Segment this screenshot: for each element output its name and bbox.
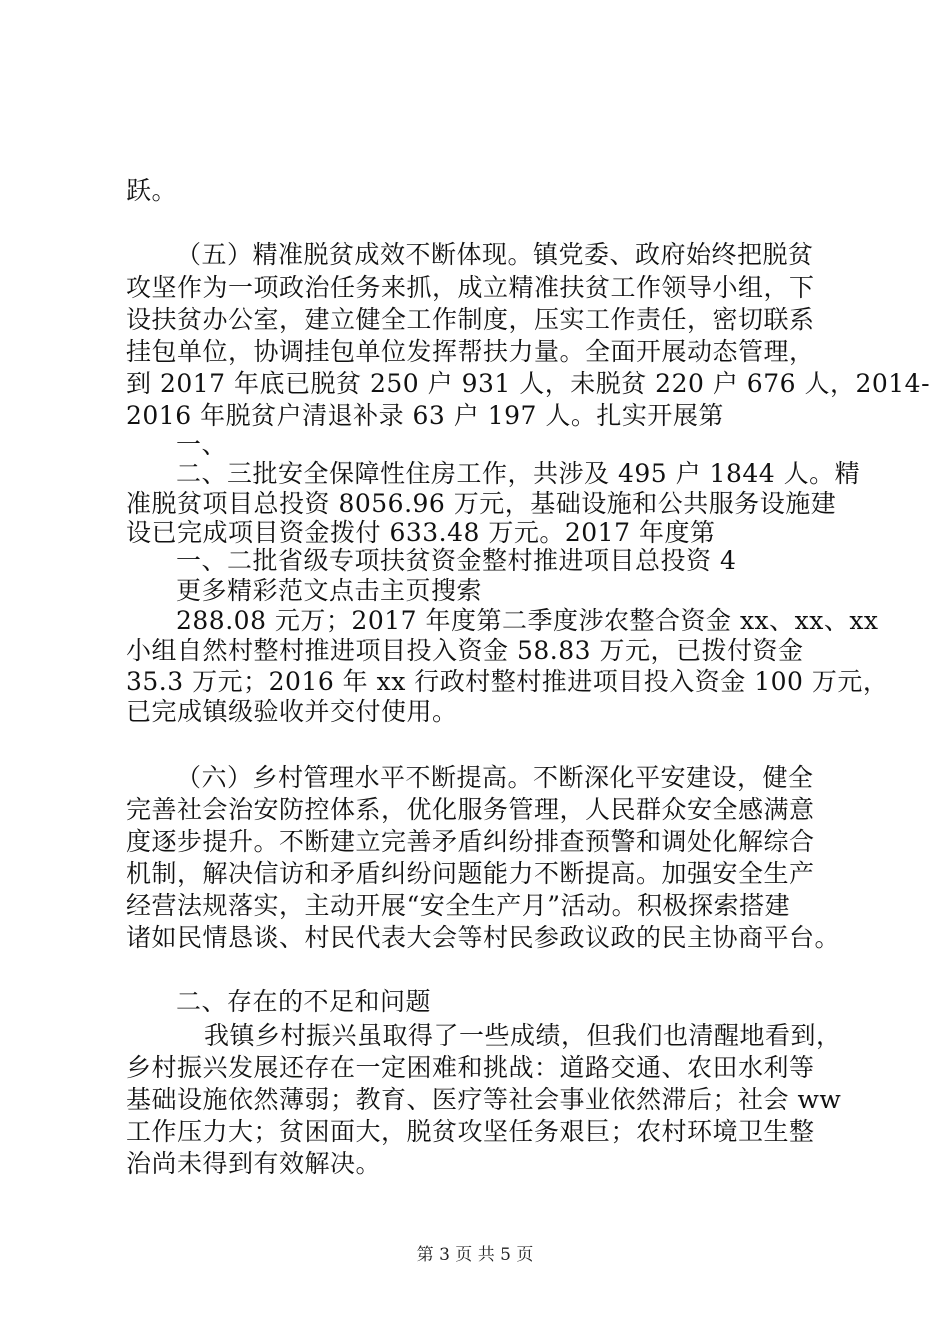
text-line: 2016 年脱贫户清退补录 63 户 197 人。扎实开展第 [126, 401, 724, 430]
text-line: 挂包单位，协调挂包单位发挥帮扶力量。全面开展动态管理， [126, 337, 815, 366]
text-line: 基础设施依然薄弱；教育、医疗等社会事业依然滞后；社会 ww [126, 1085, 842, 1114]
text-line: 机制，解决信访和矛盾纠纷问题能力不断提高。加强安全生产 [126, 859, 815, 888]
text-line: 跃。 [126, 176, 178, 205]
text-line: 完善社会治安防控体系，优化服务管理，人民群众安全感满意 [126, 795, 815, 824]
text-line: 治尚未得到有效解决。 [126, 1149, 382, 1178]
text-line: 我镇乡村振兴虽取得了一些成绩，但我们也清醒地看到， [204, 1021, 842, 1050]
text-line: 设扶贫办公室，建立健全工作制度，压实工作责任，密切联系 [126, 305, 815, 334]
text-line: 度逐步提升。不断建立完善矛盾纠纷排查预警和调处化解综合 [126, 827, 815, 856]
text-line: 已完成镇级验收并交付使用。 [126, 697, 458, 726]
text-line: （六）乡村管理水平不断提高。不断深化平安建设，健全 [176, 763, 814, 792]
text-line: 二、三批安全保障性住房工作，共涉及 495 户 1844 人。精 [176, 459, 861, 488]
text-line: 一、二批省级专项扶贫资金整村推进项目总投资 4 [176, 546, 737, 575]
text-line: 设已完成项目资金拨付 633.48 万元。2017 年度第 [126, 518, 716, 547]
text-line: 攻坚作为一项政治任务来抓，成立精准扶贫工作领导小组，下 [126, 273, 815, 302]
promo-link-text: 更多精彩范文点击主页搜索 [176, 576, 483, 605]
text-line: 到 2017 年底已脱贫 250 户 931 人，未脱贫 220 户 676 人，2014- [126, 369, 931, 398]
text-line: （五）精准脱贫成效不断体现。镇党委、政府始终把脱贫 [176, 240, 814, 269]
text-line: 35.3 万元；2016 年 xx 行政村整村推进项目投入资金 100 万元， [126, 667, 889, 696]
text-line: 诸如民情恳谈、村民代表大会等村民参政议政的民主协商平台。 [126, 923, 841, 952]
text-line: 准脱贫项目总投资 8056.96 万元，基础设施和公共服务设施建 [126, 489, 837, 518]
text-line: 小组自然村整村推进项目投入资金 58.83 万元，已拨付资金 [126, 636, 804, 665]
text-line: 288.08 元万；2017 年度第二季度涉农整合资金 xx、xx、xx [176, 606, 879, 635]
text-line: 一、 [176, 430, 228, 459]
page-number-footer: 第 3 页 共 5 页 [416, 1245, 534, 1265]
text-line: 经营法规落实，主动开展“安全生产月”活动。积极探索搭建 [126, 891, 791, 920]
text-line: 乡村振兴发展还存在一定困难和挑战：道路交通、农田水利等 [126, 1053, 815, 1082]
section-heading: 二、存在的不足和问题 [176, 987, 432, 1016]
text-line: 工作压力大；贫困面大，脱贫攻坚任务艰巨；农村环境卫生整 [126, 1117, 815, 1146]
